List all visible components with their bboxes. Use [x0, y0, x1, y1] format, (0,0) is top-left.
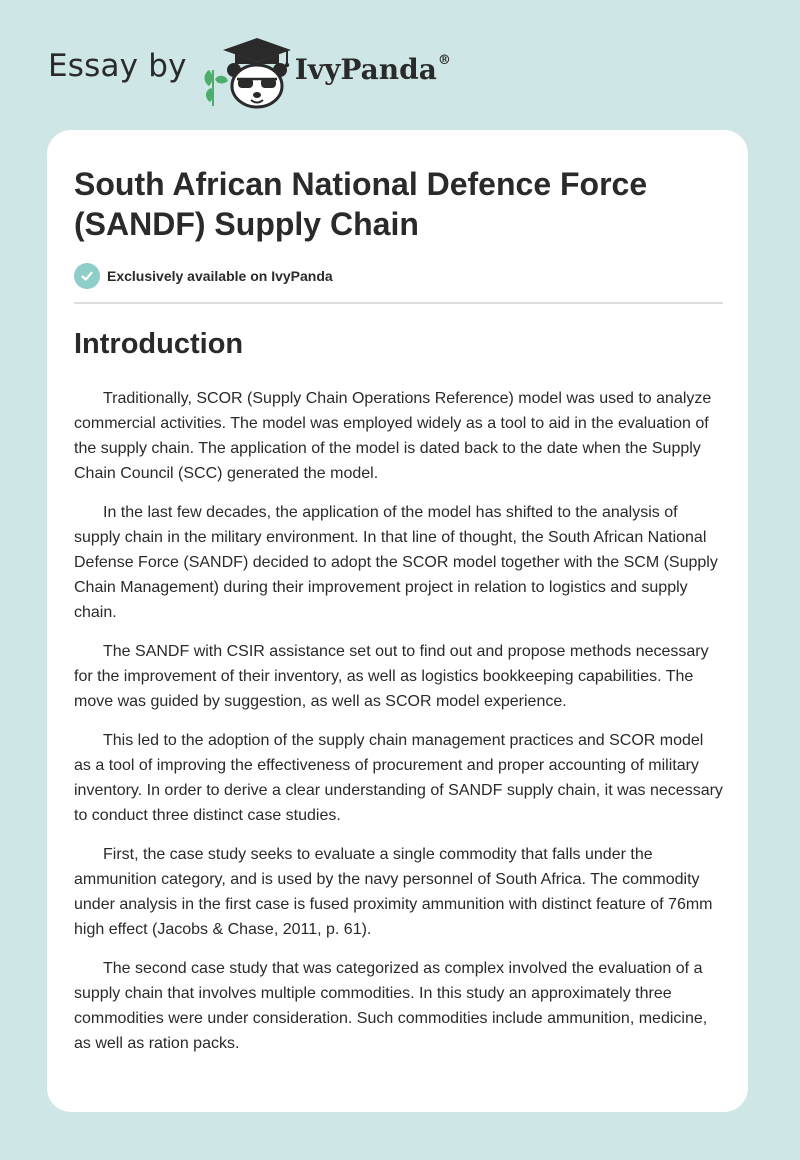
- paragraph: The second case study that was categorized as complex involved the evaluation of a supply chain that involves multiple commodities. In this study an approximately three commodities were under consideration. Such commodities include ammunition, medicine, as well as ration packs.: [74, 960, 708, 1052]
- paragraph: In the last few decades, the application of the model has shifted to the analysis of supply chain in the military environment. In that line of thought, the South African National Defense Force (SANDF) decided to adopt the SCOR model together with the SCM (Supply Chain Management) during their improvement project in relation to logistics and supply chain.: [74, 504, 718, 621]
- panda-graduate-icon[interactable]: [201, 30, 293, 110]
- checkmark-icon: [74, 263, 100, 289]
- brand-name[interactable]: [295, 53, 451, 86]
- article-body: [74, 386, 724, 1070]
- paragraph: First, the case study seeks to evaluate a single commodity that falls under the ammunition category, and is used by the navy personnel of South Africa. The commodity under analysis in the first case is fused proximity ammunition with distinct feature of 76mm high effect (Jacobs & Chase, 2011, p. 61).: [74, 846, 713, 938]
- paragraph: The SANDF with CSIR assistance set out to find out and propose methods necessary for the improvement of their inventory, as well as logistics bookkeeping capabilities. The move was guided by suggestion, as well as SCOR model experience.: [74, 643, 709, 710]
- paragraph: This led to the adoption of the supply chain management practices and SCOR model as a tool of improving the effectiveness of procurement and proper accounting of military inventory. In order to derive a clear understanding of SANDF supply chain, it was necessary to conduct three distinct case studies.: [74, 732, 723, 824]
- section-heading-introduction: Introduction: [74, 328, 244, 360]
- paragraph: Traditionally, SCOR (Supply Chain Operations Reference) model was used to analyze commercial activities. The model was employed widely as a tool to aid in the evaluation of the supply chain. The application of the model is dated back to the date when the Supply Chain Council (SCC) generated the model.: [74, 390, 712, 482]
- essay-by-label: Essay by: [48, 48, 187, 84]
- exclusive-badge: [74, 263, 333, 289]
- registered-mark: ®: [437, 53, 451, 69]
- divider: [74, 302, 723, 304]
- essay-card: [47, 130, 748, 1112]
- exclusive-badge-label: Exclusively available on IvyPanda: [107, 268, 333, 284]
- site-header: [48, 30, 451, 110]
- brand-wordmark: IvyPanda: [294, 52, 437, 86]
- page-title: South African National Defence Force (SANDF) Supply Chain: [74, 166, 648, 242]
